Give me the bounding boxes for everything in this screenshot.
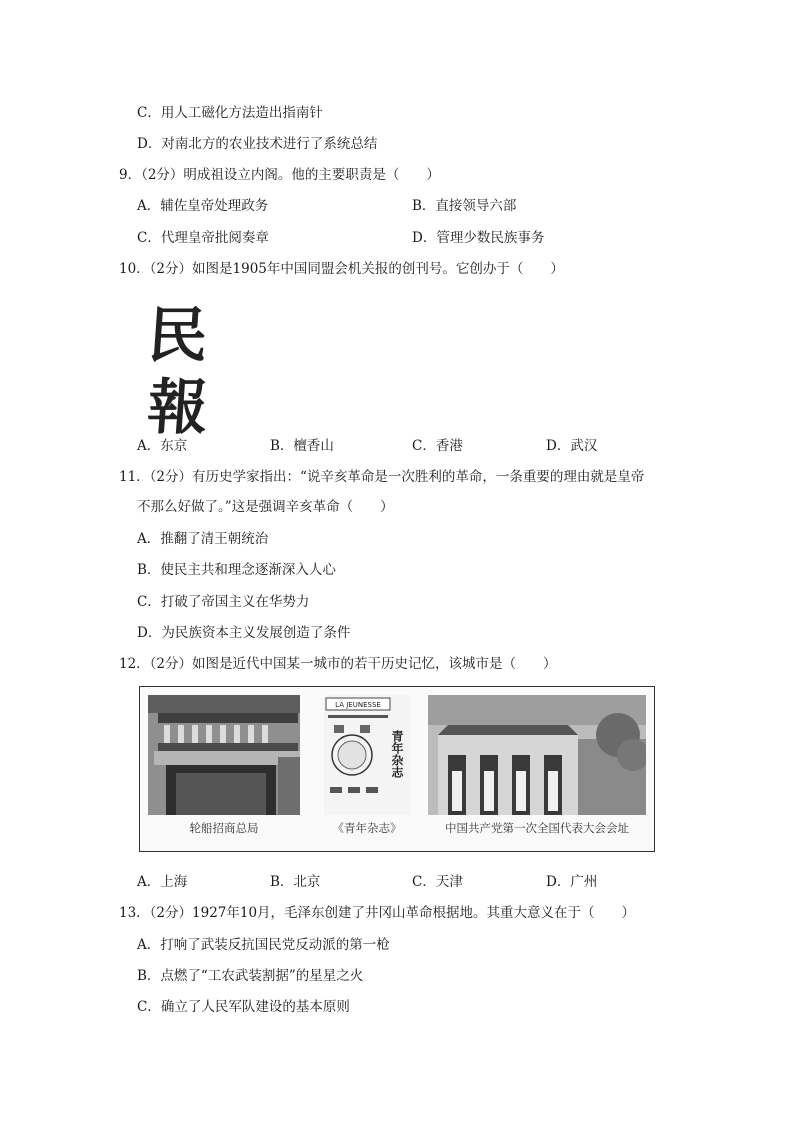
q9-option-a: A．辅佐皇帝处理政务	[137, 198, 269, 214]
cpc-congress-site-photo	[428, 695, 646, 815]
q13-stem: 13．（2分）1927年10月，毛泽东创建了井冈山革命根据地。其重大意义在于（ ）	[119, 905, 636, 921]
q9-option-d: D．管理少数民族事务	[412, 230, 545, 246]
q11-stem-line-1: 11．（2分）有历史学家指出：“说辛亥革命是一次胜利的革命，一条重要的理由就是皇帝	[119, 469, 645, 485]
caption-new-youth: 《青年杂志》	[332, 821, 402, 835]
q10-option-c: C．香港	[412, 438, 463, 454]
caption-merchants-bureau: 轮船招商总局	[189, 821, 259, 835]
q8-option-c: C．用人工磁化方法造出指南针	[137, 105, 323, 121]
merchants-bureau-photo	[148, 695, 300, 815]
q8-option-d: D．对南北方的农业技术进行了系统总结	[137, 136, 378, 152]
caption-cpc-congress-site: 中国共产党第一次全国代表大会会址	[445, 821, 629, 835]
new-youth-cover-photo	[324, 695, 410, 815]
q12-option-b: B．北京	[270, 874, 321, 890]
q9-stem: 9．（2分）明成祖设立内阁。他的主要职责是（ ）	[119, 167, 440, 183]
minbao-title-char-1: 民	[145, 301, 213, 371]
city-memories-figure	[139, 686, 655, 852]
q9-option-b: B．直接领导六部	[412, 198, 517, 214]
q10-option-b: B．檀香山	[270, 438, 334, 454]
q10-option-d: D．武汉	[546, 438, 598, 454]
q12-stem: 12．（2分）如图是近代中国某一城市的若干历史记忆，该城市是（ ）	[119, 656, 557, 672]
q11-stem-line-2: 不那么好做了。”这是强调辛亥革命（ ）	[137, 499, 394, 515]
q11-option-a: A．推翻了清王朝统治	[137, 531, 269, 547]
q11-option-b: B．使民主共和理念逐渐深入人心	[137, 562, 336, 578]
minbao-title-char-2: 報	[145, 373, 213, 443]
magazine-side-title: 青年杂志	[390, 730, 404, 778]
q12-option-a: A．上海	[137, 874, 188, 890]
masthead-text: LA JEUNESSE	[335, 701, 381, 709]
q10-option-a: A．东京	[137, 438, 188, 454]
q9-option-c: C．代理皇帝批阅奏章	[137, 230, 269, 246]
q13-option-c: C．确立了人民军队建设的基本原则	[137, 999, 350, 1015]
q12-option-d: D．广州	[546, 874, 598, 890]
q13-option-a: A．打响了武装反抗国民党反动派的第一枪	[137, 937, 390, 953]
q11-option-d: D．为民族资本主义发展创造了条件	[137, 625, 351, 641]
q13-option-b: B．点燃了“工农武装割据”的星星之火	[137, 968, 364, 984]
q11-option-c: C．打破了帝国主义在华势力	[137, 594, 310, 610]
q12-option-c: C．天津	[412, 874, 463, 890]
q10-stem: 10．（2分）如图是1905年中国同盟会机关报的创刊号。它创办于（ ）	[119, 261, 564, 277]
